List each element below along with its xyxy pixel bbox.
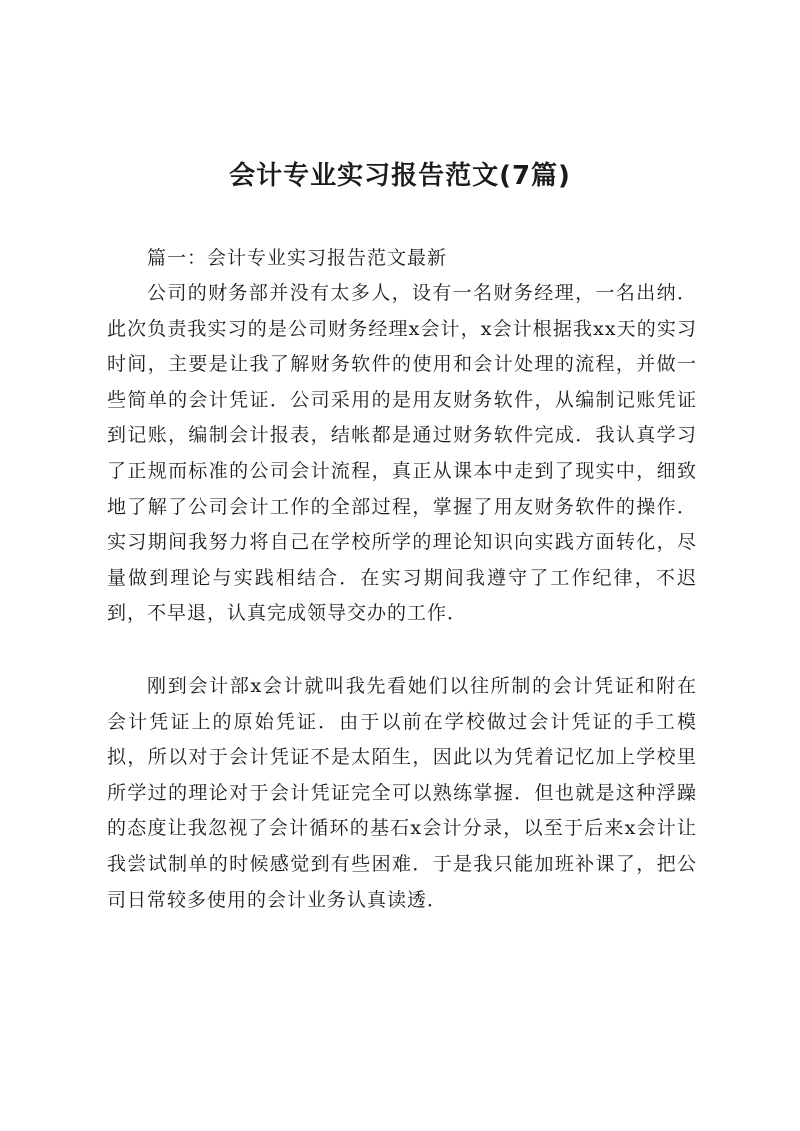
paragraph-1: 公司的财务部并没有太多人，设有一名财务经理，一名出纳．此次负责我实习的是公司财务经理x会计，x会计根据我xx天的实习时间，主要是让我了解财务软件的使用和会计处理的流程，并做一些简单的会计凭证．公司采用的是用友财务软件，从编制记账凭证到记账，编制会计报表，结帐都是通过财务软件完成．我认真学习了正规而标准的公司会计流程，真正从课本中走到了现实中，细致地了解了公司会计工作的全部过程，掌握了用友财务软件的操作．实习期间我努力将自己在学校所学的理论知识向实践方面转化，尽量做到理论与实践相结合．在实习期间我遵守了工作纪律，不迟到，不早退，认真完成领导交办的工作． <box>107 282 697 625</box>
section-heading: 篇一：会计专业实习报告范文最新 <box>147 247 448 269</box>
paragraph-2: 刚到会计部x会计就叫我先看她们以往所制的会计凭证和附在会计凭证上的原始凭证．由于以前在学校做过会计凭证的手工模拟，所以对于会计凭证不是太陌生，因此以为凭着记忆加上学校里所学过的理论对于会计凭证完全可以熟练掌握．但也就是这种浮躁的态度让我忽视了会计循环的基石x会计分录，以至于后来x会计让我尝试制单的时候感觉到有些困难．于是我只能加班补课了，把公司日常较多使用的会计业务认真读透． <box>107 674 697 911</box>
document-title: 会计专业实习报告范文(7篇) <box>229 161 571 191</box>
document-body <box>107 241 697 918</box>
